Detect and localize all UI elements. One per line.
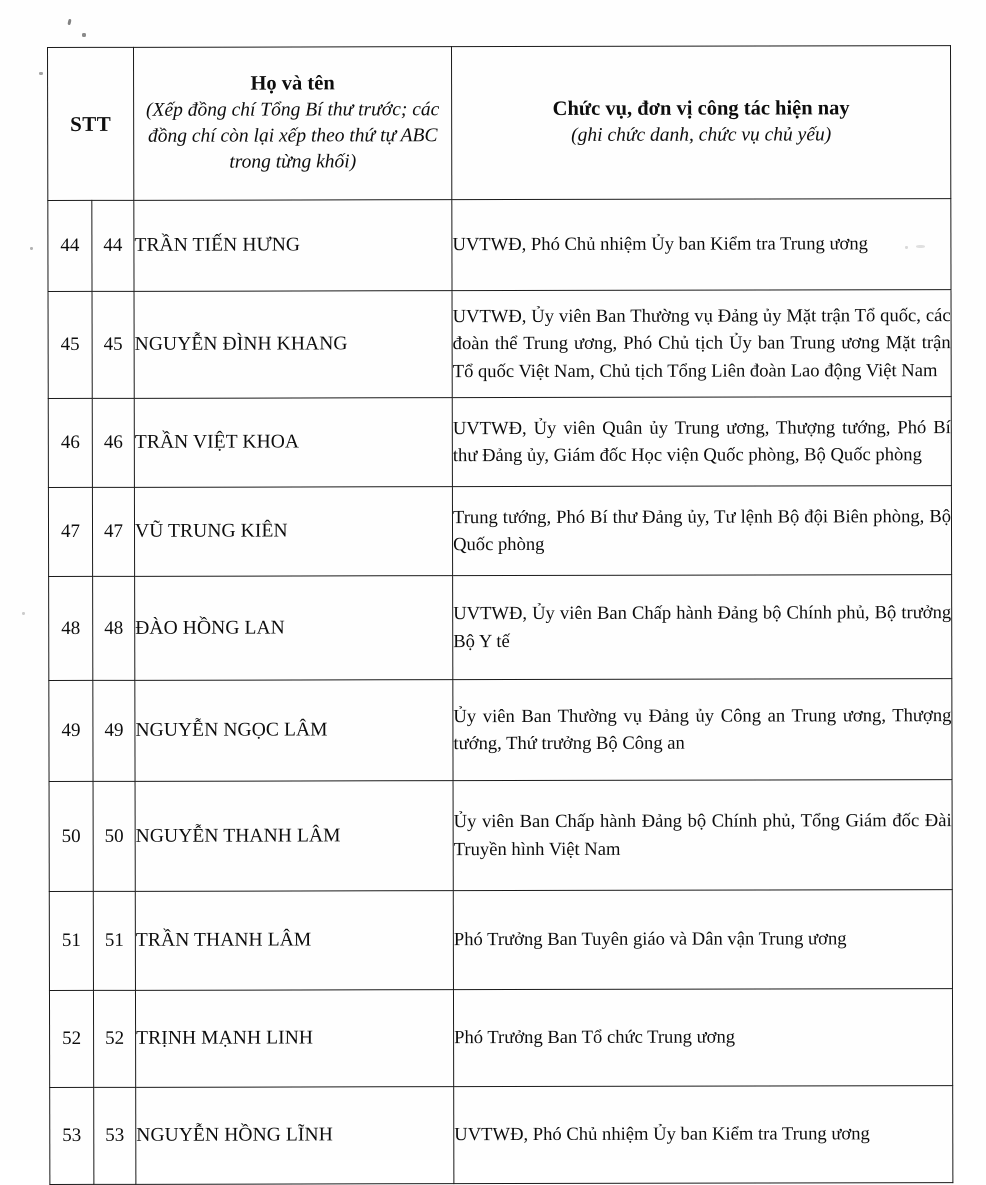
person-position xyxy=(453,575,952,680)
row-index-primary: 47 xyxy=(48,487,92,576)
column-header-stt: STT xyxy=(48,47,134,200)
table-header-row xyxy=(48,46,951,201)
table-row xyxy=(49,575,952,681)
person-name: NGUYỄN NGỌC LÂM xyxy=(135,680,453,782)
person-position-text: Ủy viên Ban Chấp hành Đảng bộ Chính phủ, Tổng Giám đốc Đài Truyền hình Việt Nam xyxy=(453,810,952,860)
table-row xyxy=(48,290,951,399)
table-row xyxy=(49,780,952,892)
person-position xyxy=(453,679,952,781)
person-name: TRỊNH MẠNH LINH xyxy=(135,990,453,1088)
row-index-primary: 52 xyxy=(49,990,93,1087)
row-index-primary: 51 xyxy=(49,891,93,990)
scan-speck xyxy=(67,19,71,25)
person-name: NGUYỄN ĐÌNH KHANG xyxy=(134,291,452,399)
row-index-secondary: 48 xyxy=(93,576,135,680)
person-name: ĐÀO HỒNG LAN xyxy=(135,576,453,681)
column-header-position-title: Chức vụ, đơn vị công tác hiện nay xyxy=(552,97,850,120)
person-position xyxy=(453,989,952,1087)
column-header-name-subtitle: (Xếp đồng chí Tổng Bí thư trước; các đồng chí còn lại xếp theo thứ tự ABC trong từng khối) xyxy=(146,99,440,173)
row-index-primary: 46 xyxy=(48,398,92,487)
person-position-text: Trung tướng, Phó Bí thư Đảng ủy, Tư lệnh Bộ đội Biên phòng, Bộ Quốc phòng xyxy=(452,505,952,556)
person-position-text: UVTWĐ, Ủy viên Ban Chấp hành Đảng bộ Chính phủ, Bộ trưởng Bộ Y tế xyxy=(453,602,952,652)
column-header-position-subtitle: (ghi chức danh, chức vụ chủ yếu) xyxy=(571,124,832,147)
table-row xyxy=(48,199,951,292)
scan-speck xyxy=(30,247,33,250)
person-position-text: UVTWĐ, Ủy viên Quân ủy Trung ương, Thượng tướng, Phó Bí thư Đảng ủy, Giám đốc Học viện Quốc phòng, Bộ Quốc phòng xyxy=(452,416,951,467)
row-index-secondary: 49 xyxy=(93,680,135,781)
table-row xyxy=(48,486,951,577)
table-row xyxy=(49,890,952,991)
person-position-text: UVTWĐ, Ủy viên Ban Thường vụ Đảng ủy Mặt trận Tổ quốc, các đoàn thể Trung ương, Phó Chủ tịch Ủy ban Trung ương Mặt trận Tổ quốc Việt Nam, Chủ tịch Tổng Liên đoàn Lao động Việt Nam xyxy=(452,305,951,382)
column-header-name xyxy=(134,47,452,201)
person-position xyxy=(453,780,952,891)
person-name: NGUYỄN HỒNG LĨNH xyxy=(136,1087,454,1185)
row-index-primary: 49 xyxy=(49,680,93,781)
person-position-text: UVTWĐ, Phó Chủ nhiệm Ủy ban Kiểm tra Trung ương xyxy=(454,1123,870,1146)
row-index-secondary: 50 xyxy=(93,781,135,891)
personnel-table xyxy=(47,45,953,1185)
scan-speck xyxy=(22,612,25,615)
scan-speck xyxy=(39,72,43,75)
row-index-primary: 53 xyxy=(50,1087,94,1184)
table-row xyxy=(48,397,951,488)
column-header-position xyxy=(452,46,951,200)
row-index-secondary: 53 xyxy=(94,1087,136,1184)
table-row xyxy=(49,679,952,782)
person-position xyxy=(454,1086,953,1184)
row-index-primary: 50 xyxy=(49,781,93,891)
person-position-text: UVTWĐ, Phó Chủ nhiệm Ủy ban Kiểm tra Trung ương xyxy=(452,233,868,256)
row-index-primary: 44 xyxy=(48,200,92,291)
table-row xyxy=(50,1086,953,1185)
row-index-secondary: 47 xyxy=(92,487,134,576)
row-index-secondary: 44 xyxy=(92,200,134,291)
row-index-primary: 48 xyxy=(49,576,93,680)
person-name: TRẦN TIẾN HƯNG xyxy=(134,200,452,292)
person-position xyxy=(452,290,951,398)
table-body xyxy=(48,199,953,1185)
person-position xyxy=(452,397,951,487)
scan-speck xyxy=(82,33,86,37)
person-position-text: Phó Trưởng Ban Tổ chức Trung ương xyxy=(454,1026,736,1049)
person-name: VŨ TRUNG KIÊN xyxy=(134,487,452,577)
person-name: TRẦN VIỆT KHOA xyxy=(134,398,452,488)
person-position xyxy=(452,486,951,576)
row-index-secondary: 45 xyxy=(92,291,134,398)
row-index-secondary: 51 xyxy=(93,891,135,990)
row-index-secondary: 52 xyxy=(93,990,135,1087)
person-position xyxy=(452,199,951,291)
person-position-text: Phó Trưởng Ban Tuyên giáo và Dân vận Trung ương xyxy=(453,928,847,951)
table-header xyxy=(48,46,951,201)
row-index-primary: 45 xyxy=(48,291,92,398)
person-position-text: Ủy viên Ban Thường vụ Đảng ủy Công an Trung ương, Thượng tướng, Thứ trưởng Bộ Công an xyxy=(453,704,952,755)
table-row xyxy=(49,989,952,1088)
person-position xyxy=(453,890,952,990)
person-name: TRẦN THANH LÂM xyxy=(135,891,453,991)
row-index-secondary: 46 xyxy=(92,398,134,487)
person-name: NGUYỄN THANH LÂM xyxy=(135,781,453,892)
column-header-name-title: Họ và tên xyxy=(250,72,335,95)
